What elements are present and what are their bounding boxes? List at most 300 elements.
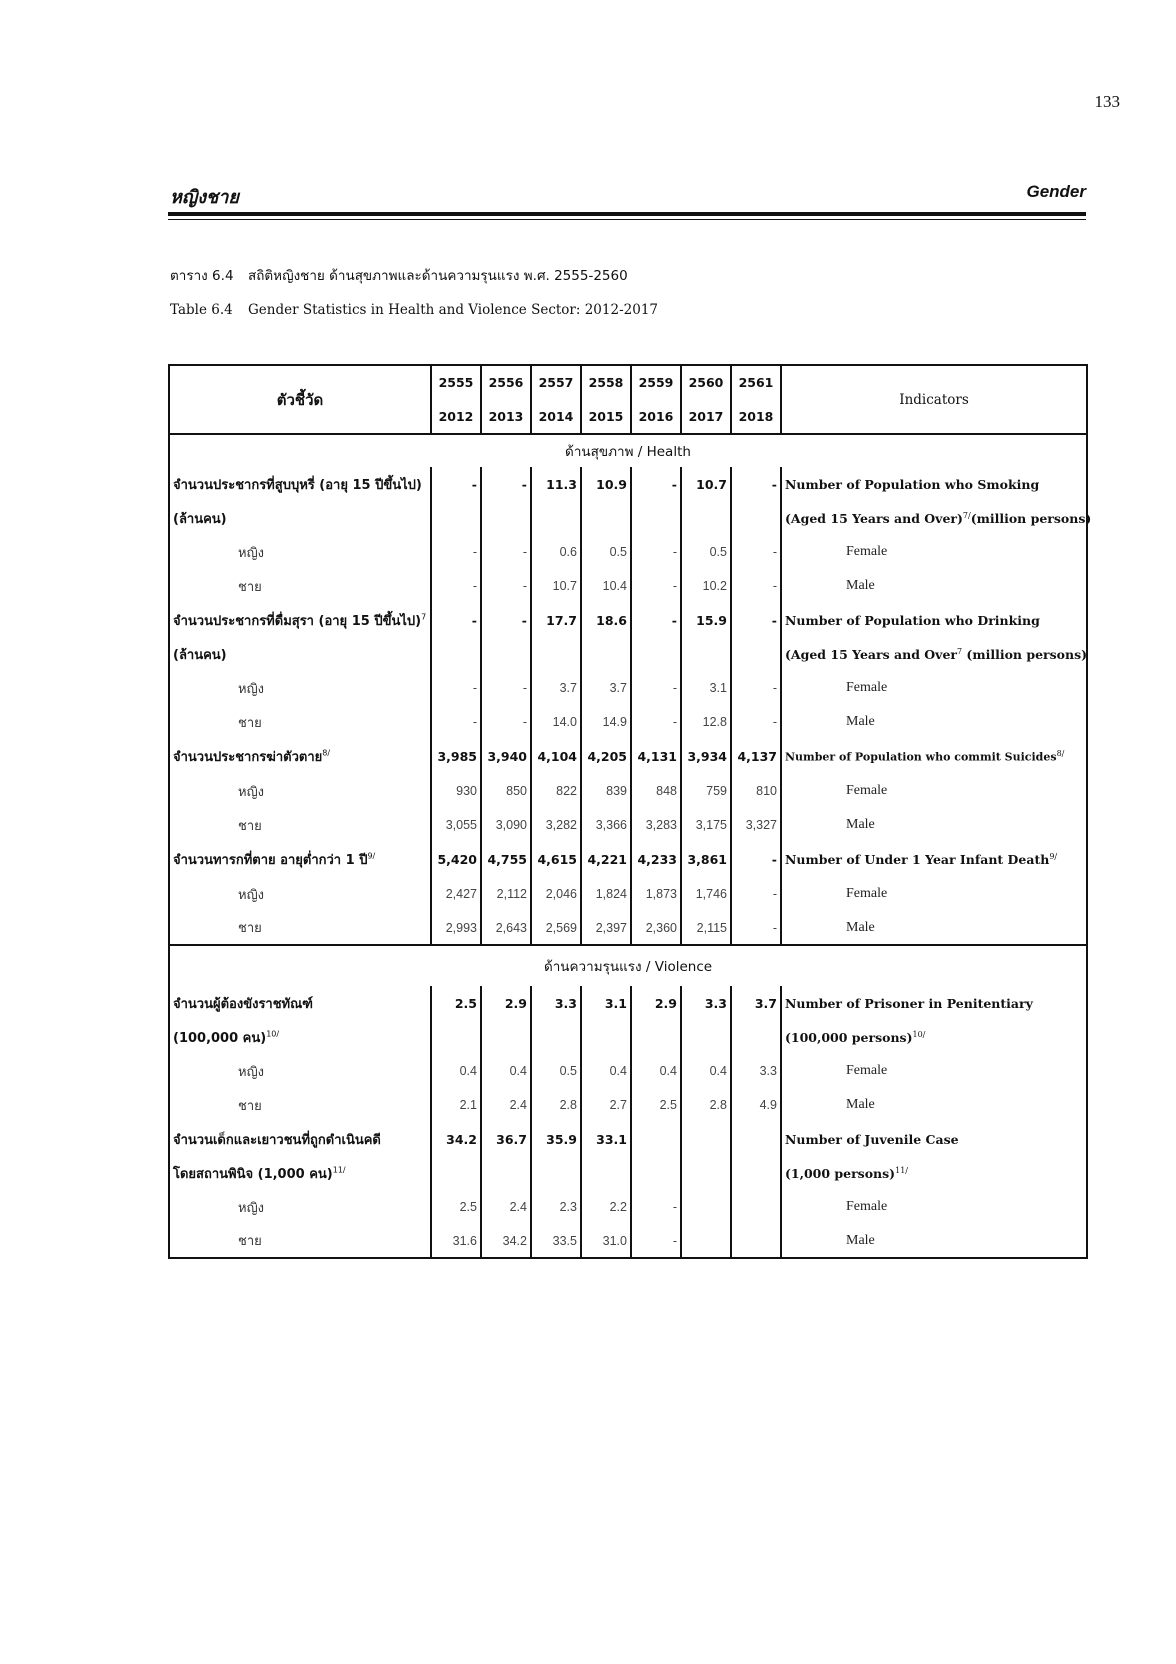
indicator-label-english	[781, 671, 1087, 705]
value-cell: 0.4	[581, 1054, 631, 1088]
value-cell	[631, 638, 681, 671]
year-header-thai: 2559	[631, 365, 681, 399]
value-cell: 0.4	[481, 1054, 531, 1088]
value-cell: 3.7	[731, 986, 781, 1021]
indicator-text-english: Male	[846, 919, 875, 935]
table-row	[169, 808, 1087, 842]
table-row	[169, 502, 1087, 535]
footnote-marker: 10/	[912, 1029, 926, 1039]
value-cell: 1,873	[631, 877, 681, 911]
section-row	[169, 945, 1087, 986]
value-cell: 10.9	[581, 467, 631, 502]
indicator-label-thai	[169, 986, 431, 1021]
value-cell: 2,112	[481, 877, 531, 911]
indicator-label-thai	[169, 1122, 431, 1157]
value-cell	[731, 1224, 781, 1258]
value-cell: -	[431, 705, 481, 739]
value-cell: 3.1	[681, 671, 731, 705]
indicator-label-english	[781, 1224, 1087, 1258]
value-cell	[581, 1021, 631, 1054]
indicator-text-english: Number of Population who commit Suicides	[785, 750, 1057, 764]
indicator-header-thai: ตัวชี้วัด	[169, 365, 431, 434]
value-cell: 14.0	[531, 705, 581, 739]
table-row	[169, 986, 1087, 1021]
indicator-label-thai	[169, 739, 431, 774]
value-cell: -	[631, 705, 681, 739]
value-cell: 15.9	[681, 603, 731, 638]
value-cell: 848	[631, 774, 681, 808]
indicator-text-english: Female	[846, 544, 888, 559]
indicator-text-thai: ชาย	[238, 715, 262, 731]
value-cell: 3.7	[581, 671, 631, 705]
table-title-english: Gender Statistics in Health and Violence Sector: 2012-2017	[248, 302, 658, 318]
value-cell	[731, 638, 781, 671]
value-cell: 2,360	[631, 911, 681, 945]
value-cell: -	[731, 467, 781, 502]
indicator-text-thai: ชาย	[238, 579, 262, 595]
value-cell	[631, 1157, 681, 1190]
indicator-label-english	[781, 1157, 1087, 1190]
table-row	[169, 467, 1087, 502]
indicator-text-english: (1,000 persons)	[785, 1166, 896, 1182]
table-row	[169, 705, 1087, 739]
year-header-english: 2014	[531, 399, 581, 434]
indicator-text-thai: หญิง	[238, 681, 264, 697]
indicator-text-english: Female	[846, 783, 888, 798]
indicator-text-english: Male	[846, 1232, 875, 1248]
value-cell: 4,755	[481, 842, 531, 877]
indicator-label-english	[781, 808, 1087, 842]
indicator-text-thai: จำนวนผู้ต้องขังราชทัณฑ์	[173, 997, 313, 1012]
value-cell	[481, 1157, 531, 1190]
page-number: 133	[1094, 92, 1120, 111]
value-cell: 822	[531, 774, 581, 808]
table-row	[169, 569, 1087, 603]
value-cell: -	[631, 569, 681, 603]
table-row	[169, 911, 1087, 945]
value-cell: 3.3	[531, 986, 581, 1021]
indicator-label-thai	[169, 638, 431, 671]
table-row	[169, 1190, 1087, 1224]
value-cell: 3,090	[481, 808, 531, 842]
footnote-marker: 9/	[1049, 851, 1058, 861]
value-cell: 0.5	[581, 535, 631, 569]
year-header-english: 2017	[681, 399, 731, 434]
value-cell: -	[731, 603, 781, 638]
value-cell	[631, 502, 681, 535]
value-cell: -	[481, 671, 531, 705]
indicator-label-english	[781, 1122, 1087, 1157]
value-cell	[681, 638, 731, 671]
value-cell: -	[731, 535, 781, 569]
value-cell	[631, 1021, 681, 1054]
section-row	[169, 434, 1087, 467]
indicator-text-english: (Aged 15 Years and Over)	[785, 511, 963, 527]
table-row	[169, 603, 1087, 638]
value-cell: -	[731, 671, 781, 705]
indicator-label-english	[781, 467, 1087, 502]
value-cell: -	[731, 911, 781, 945]
value-cell: 3.1	[581, 986, 631, 1021]
footnote-marker: 11/	[895, 1165, 908, 1175]
value-cell: 2,993	[431, 911, 481, 945]
indicator-label-thai	[169, 877, 431, 911]
indicator-label-english	[781, 877, 1087, 911]
footnote-marker: 10/	[266, 1029, 280, 1039]
indicator-text-english: Number of Prisoner in Penitentiary	[785, 996, 1033, 1011]
table-number-english: Table 6.4	[170, 302, 233, 318]
value-cell: 3.3	[731, 1054, 781, 1088]
table-row	[169, 774, 1087, 808]
value-cell	[431, 1157, 481, 1190]
gender-statistics-table	[168, 364, 1092, 1259]
value-cell: -	[631, 671, 681, 705]
year-header-thai: 2556	[481, 365, 531, 399]
footnote-marker: 8/	[1056, 749, 1065, 759]
value-cell	[481, 1021, 531, 1054]
value-cell: 2.7	[581, 1088, 631, 1122]
indicator-text-thai: จำนวนประชากรที่ดื่มสุรา (อายุ 15 ปีขึ้นไป)	[173, 614, 422, 629]
value-cell: 2.4	[481, 1190, 531, 1224]
indicator-text-thai: จำนวนเด็กและเยาวชนที่ถูกดำเนินคดี	[173, 1133, 381, 1148]
value-cell	[681, 1224, 731, 1258]
year-header-thai: 2561	[731, 365, 781, 399]
value-cell: 10.7	[531, 569, 581, 603]
value-cell: 2.8	[681, 1088, 731, 1122]
value-cell: 4,233	[631, 842, 681, 877]
indicator-label-english	[781, 842, 1087, 877]
value-cell: -	[731, 842, 781, 877]
table-row	[169, 1122, 1087, 1157]
indicator-label-english	[781, 1190, 1087, 1224]
year-header-thai: 2558	[581, 365, 631, 399]
indicator-text-english: Female	[846, 680, 888, 695]
value-cell: -	[731, 705, 781, 739]
value-cell: 4,137	[731, 739, 781, 774]
year-header-english: 2018	[731, 399, 781, 434]
table-row	[169, 671, 1087, 705]
year-header-english: 2013	[481, 399, 531, 434]
table-row	[169, 1157, 1087, 1190]
indicator-label-thai	[169, 467, 431, 502]
value-cell	[581, 1157, 631, 1190]
value-cell: 12.8	[681, 705, 731, 739]
value-cell: 839	[581, 774, 631, 808]
value-cell: 4,221	[581, 842, 631, 877]
indicator-label-thai	[169, 671, 431, 705]
value-cell: 2.1	[431, 1088, 481, 1122]
value-cell: 4,131	[631, 739, 681, 774]
indicator-text-thai: ชาย	[238, 818, 262, 834]
indicator-label-thai	[169, 535, 431, 569]
indicator-label-english	[781, 569, 1087, 603]
indicator-unit-english: (million persons)	[970, 511, 1092, 527]
indicator-label-english	[781, 638, 1087, 671]
value-cell: 3,366	[581, 808, 631, 842]
indicator-header-english: Indicators	[781, 365, 1087, 434]
table-row	[169, 638, 1087, 671]
value-cell: 17.7	[531, 603, 581, 638]
table-row	[169, 1088, 1087, 1122]
indicator-label-thai	[169, 1021, 431, 1054]
footnote-marker: 7	[421, 612, 427, 622]
table-caption-english	[170, 302, 658, 318]
indicator-text-english: Female	[846, 886, 888, 901]
indicator-label-thai	[169, 774, 431, 808]
table-row	[169, 1021, 1087, 1054]
value-cell: 3,861	[681, 842, 731, 877]
value-cell: 5,420	[431, 842, 481, 877]
value-cell: 14.9	[581, 705, 631, 739]
value-cell: 2.2	[581, 1190, 631, 1224]
header-rule-thin	[168, 219, 1086, 220]
indicator-label-thai	[169, 1224, 431, 1258]
value-cell	[731, 1157, 781, 1190]
value-cell: 3,327	[731, 808, 781, 842]
value-cell: -	[631, 1224, 681, 1258]
value-cell: 4,205	[581, 739, 631, 774]
footnote-marker: 8/	[322, 748, 331, 758]
value-cell: 2,397	[581, 911, 631, 945]
indicator-text-thai: จำนวนประชากรที่สูบบุหรี่ (อายุ 15 ปีขึ้นไป)	[173, 478, 422, 493]
indicator-text-thai: โดยสถานพินิจ (1,000 คน)	[173, 1167, 333, 1182]
value-cell: 31.6	[431, 1224, 481, 1258]
value-cell: 2.5	[631, 1088, 681, 1122]
value-cell: 2.9	[631, 986, 681, 1021]
value-cell	[531, 502, 581, 535]
indicator-label-english	[781, 1088, 1087, 1122]
indicator-text-english: (100,000 persons)	[785, 1030, 913, 1046]
value-cell: 34.2	[431, 1122, 481, 1157]
indicator-label-english	[781, 986, 1087, 1021]
value-cell: -	[631, 467, 681, 502]
value-cell	[681, 502, 731, 535]
indicator-label-thai	[169, 569, 431, 603]
indicator-text-english: Number of Population who Drinking	[785, 613, 1040, 628]
header-rule-thick	[168, 212, 1086, 216]
value-cell	[681, 1122, 731, 1157]
value-cell: 1,746	[681, 877, 731, 911]
table-title-thai: สถิติหญิงชาย ด้านสุขภาพและด้านความรุนแรง พ.ศ. 2555-2560	[248, 268, 628, 284]
table-row	[169, 877, 1087, 911]
table-row	[169, 535, 1087, 569]
value-cell: 2,115	[681, 911, 731, 945]
table-row	[169, 1224, 1087, 1258]
value-cell: 0.4	[431, 1054, 481, 1088]
value-cell	[481, 638, 531, 671]
value-cell: 2.4	[481, 1088, 531, 1122]
footnote-marker: 9/	[367, 851, 376, 861]
year-header-english: 2015	[581, 399, 631, 434]
indicator-text-english: Male	[846, 714, 875, 729]
indicator-label-thai	[169, 1157, 431, 1190]
footnote-marker: 7	[956, 646, 963, 656]
value-cell: 10.2	[681, 569, 731, 603]
value-cell: 2.5	[431, 1190, 481, 1224]
indicator-text-thai: (100,000 คน)	[173, 1031, 267, 1046]
value-cell	[681, 1021, 731, 1054]
value-cell: 2.5	[431, 986, 481, 1021]
value-cell: 10.4	[581, 569, 631, 603]
indicator-text-thai: ชาย	[238, 1234, 262, 1249]
value-cell: 0.4	[631, 1054, 681, 1088]
value-cell	[481, 502, 531, 535]
indicator-label-thai	[169, 1054, 431, 1088]
value-cell: 3.3	[681, 986, 731, 1021]
value-cell: 4,615	[531, 842, 581, 877]
value-cell: 35.9	[531, 1122, 581, 1157]
indicator-label-thai	[169, 911, 431, 945]
indicator-text-english: Male	[846, 817, 875, 832]
chapter-title-english: Gender	[1026, 182, 1086, 201]
year-header-thai: 2555	[431, 365, 481, 399]
value-cell: -	[731, 569, 781, 603]
value-cell: 33.1	[581, 1122, 631, 1157]
value-cell: 0.6	[531, 535, 581, 569]
indicator-text-english: Female	[846, 1199, 888, 1214]
value-cell: -	[431, 535, 481, 569]
value-cell	[431, 638, 481, 671]
value-cell: 0.5	[531, 1054, 581, 1088]
year-header-english: 2016	[631, 399, 681, 434]
value-cell: 3,175	[681, 808, 731, 842]
value-cell: -	[481, 603, 531, 638]
indicator-text-thai: จำนวนประชากรฆ่าตัวตาย	[173, 750, 323, 765]
table-caption-thai	[170, 264, 628, 286]
value-cell: 3,934	[681, 739, 731, 774]
value-cell	[731, 502, 781, 535]
value-cell: 33.5	[531, 1224, 581, 1258]
indicator-text-thai: (ล้านคน)	[173, 648, 227, 663]
value-cell: 930	[431, 774, 481, 808]
value-cell: -	[731, 877, 781, 911]
value-cell: 3,985	[431, 739, 481, 774]
indicator-text-english: Number of Under 1 Year Infant Death	[785, 852, 1050, 868]
section-title: ด้านความรุนแรง / Violence	[169, 945, 1087, 986]
indicator-label-english	[781, 774, 1087, 808]
indicator-text-thai: ชาย	[238, 1098, 262, 1114]
indicator-label-english	[781, 535, 1087, 569]
indicator-text-english: Number of Juvenile Case	[785, 1132, 959, 1147]
indicator-text-thai: หญิง	[238, 887, 264, 903]
indicator-text-thai: หญิง	[238, 1064, 264, 1080]
footnote-marker: 11/	[332, 1165, 346, 1175]
value-cell: 4,104	[531, 739, 581, 774]
value-cell: -	[481, 467, 531, 502]
indicator-label-thai	[169, 705, 431, 739]
value-cell	[581, 502, 631, 535]
value-cell: -	[481, 569, 531, 603]
value-cell: 11.3	[531, 467, 581, 502]
value-cell: 4.9	[731, 1088, 781, 1122]
value-cell: 2.8	[531, 1088, 581, 1122]
indicator-label-english	[781, 1054, 1087, 1088]
value-cell: 31.0	[581, 1224, 631, 1258]
table-row	[169, 1054, 1087, 1088]
indicator-text-english: Male	[846, 578, 875, 593]
value-cell: -	[431, 467, 481, 502]
value-cell: 1,824	[581, 877, 631, 911]
value-cell: 0.4	[681, 1054, 731, 1088]
value-cell: 2.3	[531, 1190, 581, 1224]
value-cell	[731, 1122, 781, 1157]
indicator-text-thai: จำนวนทารกที่ตาย อายุต่ำกว่า 1 ปี	[173, 853, 368, 868]
indicator-text-thai: หญิง	[238, 545, 264, 561]
value-cell	[531, 1021, 581, 1054]
indicator-text-thai: ชาย	[238, 921, 262, 936]
indicator-label-english	[781, 739, 1087, 774]
value-cell: 2,427	[431, 877, 481, 911]
value-cell: 36.7	[481, 1122, 531, 1157]
indicator-text-thai: (ล้านคน)	[173, 512, 227, 527]
value-cell	[531, 638, 581, 671]
value-cell: 10.7	[681, 467, 731, 502]
value-cell: 3,940	[481, 739, 531, 774]
value-cell: 2,569	[531, 911, 581, 945]
value-cell: 2,046	[531, 877, 581, 911]
value-cell: 759	[681, 774, 731, 808]
value-cell: -	[431, 671, 481, 705]
indicator-unit-english: (million persons)	[962, 647, 1088, 663]
value-cell: -	[431, 569, 481, 603]
value-cell: 3.7	[531, 671, 581, 705]
value-cell: 18.6	[581, 603, 631, 638]
value-cell	[681, 1190, 731, 1224]
year-header-thai: 2557	[531, 365, 581, 399]
value-cell: -	[431, 603, 481, 638]
value-cell	[731, 1190, 781, 1224]
value-cell	[531, 1157, 581, 1190]
value-cell: 3,283	[631, 808, 681, 842]
indicator-label-english	[781, 502, 1092, 535]
indicator-label-thai	[169, 603, 431, 638]
value-cell: 3,282	[531, 808, 581, 842]
section-title: ด้านสุขภาพ / Health	[169, 434, 1087, 467]
value-cell: -	[481, 535, 531, 569]
indicator-label-english	[781, 1021, 1087, 1054]
indicator-label-english	[781, 603, 1087, 638]
value-cell	[731, 1021, 781, 1054]
table-number-thai: ตาราง 6.4	[170, 268, 234, 284]
footnote-marker: 7/	[962, 510, 971, 520]
header-row-thai-years	[169, 365, 1087, 399]
value-cell	[631, 1122, 681, 1157]
table-row	[169, 739, 1087, 774]
value-cell: 0.5	[681, 535, 731, 569]
indicator-text-thai: หญิง	[238, 1200, 264, 1216]
value-cell: 2.9	[481, 986, 531, 1021]
indicator-text-english: Female	[846, 1063, 888, 1078]
indicator-text-english: Number of Population who Smoking	[785, 477, 1040, 492]
value-cell	[681, 1157, 731, 1190]
indicator-label-english	[781, 705, 1087, 739]
value-cell	[431, 502, 481, 535]
value-cell: -	[631, 1190, 681, 1224]
indicator-label-english	[781, 911, 1087, 945]
table-row	[169, 842, 1087, 877]
indicator-text-english: (Aged 15 Years and Over	[785, 647, 957, 663]
indicator-label-thai	[169, 842, 431, 877]
indicator-text-thai: หญิง	[238, 784, 264, 800]
value-cell: -	[631, 603, 681, 638]
value-cell: 34.2	[481, 1224, 531, 1258]
indicator-label-thai	[169, 1088, 431, 1122]
value-cell: -	[481, 705, 531, 739]
value-cell: -	[631, 535, 681, 569]
value-cell	[581, 638, 631, 671]
value-cell: 850	[481, 774, 531, 808]
value-cell: 810	[731, 774, 781, 808]
